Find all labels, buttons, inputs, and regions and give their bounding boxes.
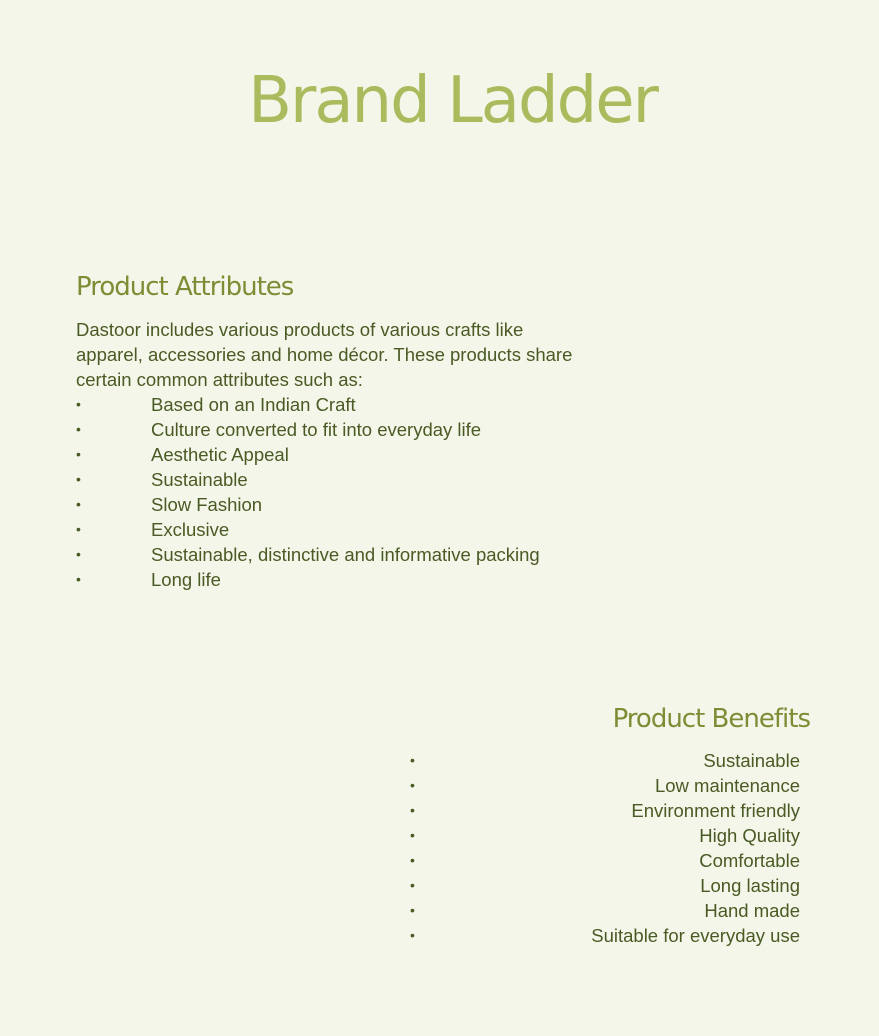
bullet-icon: •	[76, 571, 81, 587]
list-item	[76, 442, 540, 467]
list-item	[410, 823, 800, 848]
page-title: Brand Ladder	[248, 64, 657, 138]
bullet-icon: •	[410, 752, 415, 768]
bullet-icon: •	[76, 396, 81, 412]
list-item	[76, 517, 540, 542]
bullet-icon: •	[76, 446, 81, 462]
list-item-label: Low maintenance	[654, 775, 800, 796]
list-item	[76, 542, 540, 567]
bullet-icon: •	[76, 521, 81, 537]
bullet-icon: •	[76, 421, 81, 437]
list-item-label: Suitable for everyday use	[591, 925, 800, 946]
list-item-label: Culture converted to fit into everyday life	[151, 419, 482, 440]
list-item-label: Sustainable	[703, 750, 800, 771]
list-item	[76, 467, 540, 492]
product-attributes-heading: Product Attributes	[76, 272, 294, 302]
list-item-label: Slow Fashion	[151, 494, 263, 515]
list-item-label: Aesthetic Appeal	[151, 444, 289, 465]
list-item	[410, 898, 800, 923]
list-item	[76, 392, 540, 417]
list-item-label: Exclusive	[151, 519, 230, 540]
bullet-icon: •	[410, 802, 415, 818]
list-item-label: Based on an Indian Craft	[151, 394, 356, 415]
list-item-label: Sustainable, distinctive and informative packing	[151, 544, 540, 565]
list-item-label: Sustainable	[151, 469, 248, 490]
bullet-icon: •	[76, 546, 81, 562]
list-item	[76, 417, 540, 442]
bullet-icon: •	[410, 927, 415, 943]
product-benefits-list	[410, 748, 800, 948]
list-item-label: Long lasting	[700, 875, 800, 896]
list-item	[76, 492, 540, 517]
list-item	[410, 873, 800, 898]
bullet-icon: •	[410, 777, 415, 793]
list-item-label: High Quality	[699, 825, 800, 846]
bullet-icon: •	[410, 827, 415, 843]
bullet-icon: •	[76, 471, 81, 487]
list-item	[410, 773, 800, 798]
list-item	[410, 748, 800, 773]
product-attributes-list	[76, 392, 540, 592]
bullet-icon: •	[410, 877, 415, 893]
bullet-icon: •	[410, 852, 415, 868]
list-item	[410, 848, 800, 873]
list-item	[410, 798, 800, 823]
list-item-label: Long life	[151, 569, 221, 590]
list-item-label: Comfortable	[699, 850, 800, 871]
list-item-label: Hand made	[704, 900, 800, 921]
product-benefits-heading: Product Benefits	[612, 704, 810, 734]
list-item-label: Environment friendly	[631, 800, 800, 821]
list-item	[410, 923, 800, 948]
product-attributes-intro: Dastoor includes various products of various crafts like apparel, accessories and home décor. These products share certain common attributes such as:	[76, 319, 573, 390]
list-item	[76, 567, 540, 592]
bullet-icon: •	[76, 496, 81, 512]
bullet-icon: •	[410, 902, 415, 918]
